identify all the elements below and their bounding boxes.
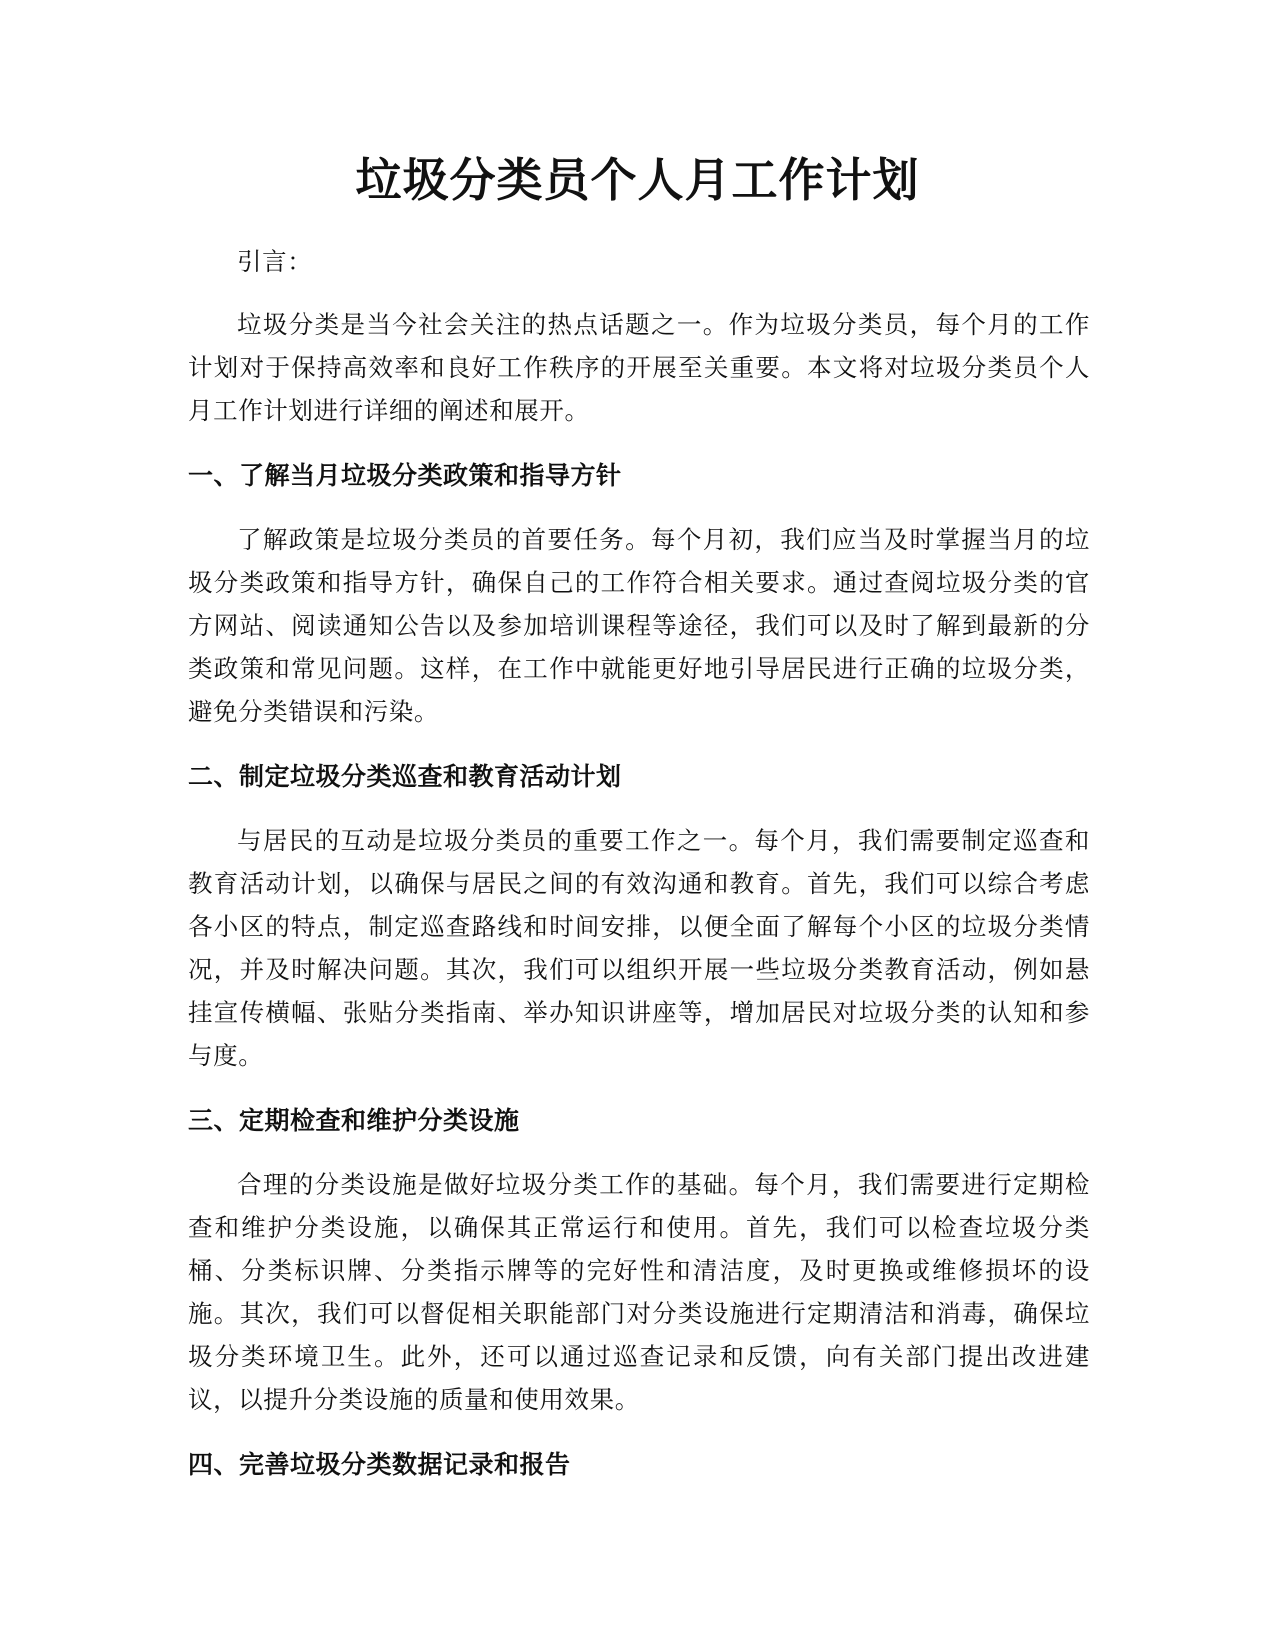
section-heading-4: 四、完善垃圾分类数据记录和报告 — [188, 1450, 571, 1479]
section-paragraph-2: 与居民的互动是垃圾分类员的重要工作之一。每个月，我们需要制定巡查和教育活动计划，以确保与居民之间的有效沟通和教育。首先，我们可以综合考虑各小区的特点，制定巡查路线和时间安排，以便全面了解每个小区的垃圾分类情况，并及时解决问题。其次，我们可以组织开展一些垃圾分类教育活动，例如悬挂宣传横幅、张贴分类指南、举办知识讲座等，增加居民对垃圾分类的认知和参与度。 — [188, 826, 1090, 1070]
intro-paragraph: 垃圾分类是当今社会关注的热点话题之一。作为垃圾分类员，每个月的工作计划对于保持高效率和良好工作秩序的开展至关重要。本文将对垃圾分类员个人月工作计划进行详细的阐述和展开。 — [188, 310, 1090, 425]
section-heading-2: 二、制定垃圾分类巡查和教育活动计划 — [188, 762, 622, 791]
section-paragraph-3: 合理的分类设施是做好垃圾分类工作的基础。每个月，我们需要进行定期检查和维护分类设施，以确保其正常运行和使用。首先，我们可以检查垃圾分类桶、分类标识牌、分类指示牌等的完好性和清洁度，及时更换或维修损坏的设施。其次，我们可以督促相关职能部门对分类设施进行定期清洁和消毒，确保垃圾分类环境卫生。此外，还可以通过巡查记录和反馈，向有关部门提出改进建议，以提升分类设施的质量和使用效果。 — [188, 1170, 1090, 1414]
section-paragraph-1: 了解政策是垃圾分类员的首要任务。每个月初，我们应当及时掌握当月的垃圾分类政策和指导方针，确保自己的工作符合相关要求。通过查阅垃圾分类的官方网站、阅读通知公告以及参加培训课程等途径，我们可以及时了解到最新的分类政策和常见问题。这样，在工作中就能更好地引导居民进行正确的垃圾分类，避免分类错误和污染。 — [188, 525, 1090, 726]
page-title: 垃圾分类员个人月工作计划 — [355, 153, 920, 207]
document-body — [188, 240, 1090, 1507]
section-heading-1: 一、了解当月垃圾分类政策和指导方针 — [188, 461, 622, 490]
intro-label: 引言： — [237, 247, 313, 276]
section-heading-3: 三、定期检查和维护分类设施 — [188, 1106, 520, 1135]
